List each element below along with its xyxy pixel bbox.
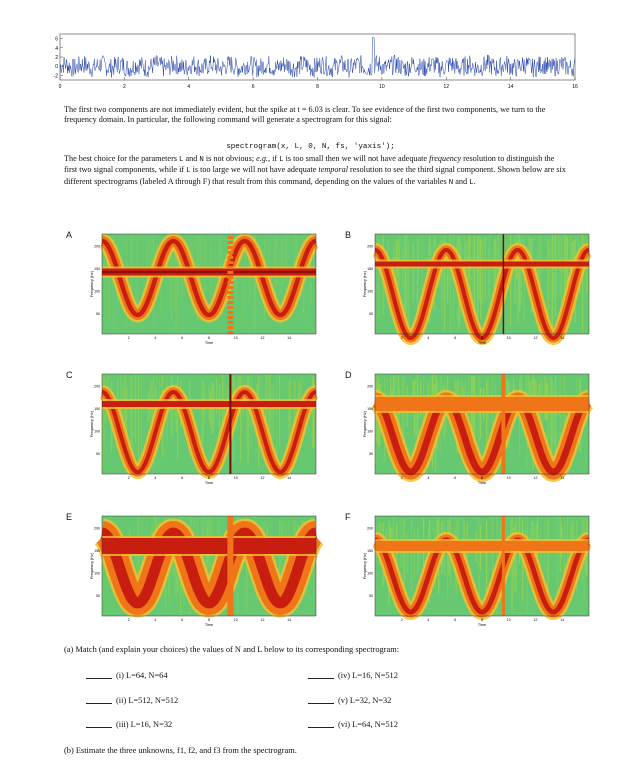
x-tick-label: 10 bbox=[506, 618, 511, 622]
text-fragment: and bbox=[453, 176, 470, 186]
answer-blank[interactable] bbox=[308, 727, 334, 728]
spectrogram-f bbox=[357, 508, 597, 633]
answer-blank[interactable] bbox=[308, 678, 334, 679]
option-ii bbox=[86, 696, 178, 705]
x-tick-label: 14 bbox=[287, 336, 292, 340]
x-tick-label: 6 bbox=[181, 618, 184, 622]
x-tick-label: 12 bbox=[533, 476, 538, 480]
impulse-marker bbox=[501, 374, 505, 474]
tone-band bbox=[102, 401, 316, 407]
text-fragment: The best choice for the parameters bbox=[64, 154, 180, 163]
y-tick-label: 200 bbox=[367, 526, 373, 531]
x-tick-label: 6 bbox=[454, 336, 457, 340]
tone-band bbox=[375, 541, 589, 551]
x-tick-label: 6 bbox=[251, 84, 255, 90]
text-eg: e.g. bbox=[256, 154, 268, 163]
y-tick-label: 50 bbox=[369, 593, 373, 598]
x-tick-label: 4 bbox=[154, 336, 157, 340]
option-i bbox=[86, 671, 168, 680]
x-tick-label: 4 bbox=[427, 618, 430, 622]
time-series-frame bbox=[60, 34, 575, 80]
y-tick-label: 6 bbox=[55, 36, 58, 43]
tone-band bbox=[102, 538, 316, 554]
x-tick-label: 10 bbox=[506, 476, 511, 480]
y-tick-label: 150 bbox=[367, 266, 373, 271]
text-fragment: is not obvious; bbox=[203, 154, 257, 163]
x-tick-label: 6 bbox=[454, 618, 457, 622]
answer-blank[interactable] bbox=[86, 727, 112, 728]
y-tick-label: 200 bbox=[94, 244, 100, 249]
y-tick-label: 100 bbox=[94, 571, 100, 576]
x-axis-label: Time bbox=[204, 623, 214, 627]
x-tick-label: 2 bbox=[127, 336, 130, 340]
x-tick-label: 8 bbox=[481, 618, 483, 622]
spectrogram-e bbox=[84, 508, 324, 633]
spectrogram-a bbox=[84, 226, 324, 351]
y-axis-label: Frequency (Hz) bbox=[363, 552, 367, 580]
y-tick-label: 50 bbox=[96, 451, 100, 456]
tone-band bbox=[375, 397, 589, 411]
tone-band bbox=[375, 262, 589, 267]
option-label: (v) L=32, N=32 bbox=[338, 696, 392, 705]
option-label: (iv) L=16, N=512 bbox=[338, 671, 398, 680]
x-tick-label: 8 bbox=[316, 84, 319, 90]
y-tick-label: 150 bbox=[367, 406, 373, 411]
x-tick-label: 4 bbox=[427, 336, 430, 340]
y-tick-label: 150 bbox=[94, 266, 100, 271]
spectrogram-command: spectrogram(x, L, 0, N, fs, 'yaxis'); bbox=[226, 143, 395, 151]
x-tick-label: 4 bbox=[154, 618, 157, 622]
y-tick-label: 200 bbox=[94, 384, 100, 389]
y-tick-label: 100 bbox=[367, 571, 373, 576]
x-tick-label: 4 bbox=[427, 476, 430, 480]
answer-blank[interactable] bbox=[308, 703, 334, 704]
var-N: N bbox=[448, 178, 454, 187]
y-tick-label: 50 bbox=[96, 593, 100, 598]
impulse-marker bbox=[503, 234, 505, 334]
x-tick-label: 14 bbox=[507, 84, 514, 90]
x-tick-label: 12 bbox=[260, 336, 265, 340]
panel-label-b: B bbox=[345, 230, 352, 240]
x-tick-label: 2 bbox=[400, 476, 403, 480]
y-tick-label: 100 bbox=[94, 289, 100, 294]
x-tick-label: 8 bbox=[481, 336, 483, 340]
explanation-paragraph bbox=[64, 154, 569, 188]
x-tick-label: 14 bbox=[560, 476, 565, 480]
x-tick-label: 2 bbox=[127, 618, 130, 622]
x-axis-label: Time bbox=[477, 623, 487, 627]
y-tick-label: 100 bbox=[367, 429, 373, 434]
x-tick-label: 12 bbox=[443, 84, 450, 90]
question-b: (b) Estimate the three unknowns, f1, f2, and f3 from the spectrogram. bbox=[64, 746, 297, 755]
text-fragment: . bbox=[473, 176, 476, 186]
x-tick-label: 10 bbox=[379, 84, 385, 90]
y-tick-label: 100 bbox=[367, 289, 373, 294]
x-axis-label: Time bbox=[477, 481, 487, 485]
panel-label-d: D bbox=[345, 370, 352, 380]
option-label: (vi) L=64, N=512 bbox=[338, 720, 398, 729]
option-label: (i) L=64, N=64 bbox=[116, 671, 168, 680]
x-tick-label: 10 bbox=[233, 336, 238, 340]
x-tick-label: 10 bbox=[506, 336, 511, 340]
option-label: (ii) L=512, N=512 bbox=[116, 696, 179, 705]
x-axis-label: Time bbox=[204, 481, 214, 485]
text-frequency: frequency bbox=[429, 154, 462, 163]
x-tick-label: 14 bbox=[287, 618, 292, 622]
y-tick-label: 200 bbox=[367, 384, 373, 389]
x-tick-label: 8 bbox=[481, 476, 483, 480]
x-tick-label: 14 bbox=[560, 336, 565, 340]
option-vi bbox=[308, 720, 398, 729]
x-tick-label: 8 bbox=[208, 618, 210, 622]
y-axis-label: Frequency (Hz) bbox=[90, 410, 94, 438]
time-series-plot bbox=[50, 28, 580, 90]
y-tick-label: 200 bbox=[94, 526, 100, 531]
y-tick-label: 2 bbox=[55, 55, 58, 61]
impulse-marker bbox=[502, 516, 505, 616]
panel-label-f: F bbox=[345, 512, 351, 522]
x-tick-label: 2 bbox=[127, 476, 130, 480]
spectrogram-d bbox=[357, 366, 597, 491]
x-tick-label: 12 bbox=[533, 618, 538, 622]
panel-label-c: C bbox=[66, 370, 73, 380]
var-L: L bbox=[179, 156, 184, 164]
option-iv bbox=[308, 671, 398, 680]
option-label: (iii) L=16, N=32 bbox=[116, 720, 173, 729]
impulse-marker bbox=[227, 516, 233, 616]
x-tick-label: 8 bbox=[208, 476, 210, 480]
y-tick-label: 0 bbox=[55, 64, 58, 71]
x-tick-label: 14 bbox=[560, 618, 565, 622]
y-axis-label: Frequency (Hz) bbox=[90, 552, 94, 580]
x-tick-label: 16 bbox=[572, 84, 578, 90]
x-tick-label: 14 bbox=[287, 476, 292, 480]
spectrogram-c bbox=[84, 366, 324, 491]
y-tick-label: 150 bbox=[94, 548, 100, 553]
text-fragment: is too large we will not have adequate bbox=[190, 165, 319, 175]
text-fragment: , if bbox=[267, 154, 280, 163]
x-tick-label: 4 bbox=[154, 476, 157, 480]
x-tick-label: 6 bbox=[181, 476, 184, 480]
x-tick-label: 12 bbox=[260, 618, 265, 622]
panel-label-a: A bbox=[66, 230, 73, 240]
y-tick-label: 50 bbox=[369, 311, 373, 316]
x-tick-label: 10 bbox=[233, 476, 238, 480]
y-axis-label: Frequency (Hz) bbox=[363, 410, 367, 438]
y-tick-label: 4 bbox=[55, 45, 58, 52]
y-tick-label: 50 bbox=[96, 311, 100, 316]
var-L: L bbox=[279, 156, 284, 164]
x-tick-label: 6 bbox=[181, 336, 184, 340]
option-iii bbox=[86, 720, 172, 729]
y-tick-label: 50 bbox=[369, 451, 373, 456]
x-tick-label: 2 bbox=[400, 336, 403, 340]
text-fragment: is too small then we will not have adequate bbox=[283, 154, 430, 163]
var-L: L bbox=[469, 178, 474, 187]
text-fragment: resolution to see the third signal component. Shown below are six different spectrograms (labeled A through F) that result from this command, depending on the values of the variables bbox=[64, 165, 566, 186]
x-tick-label: 8 bbox=[208, 336, 210, 340]
text-fragment: resolution to distinguish the first two signal components, while if bbox=[64, 154, 555, 175]
spectrogram-b bbox=[357, 226, 597, 351]
x-tick-label: 12 bbox=[260, 476, 265, 480]
text-fragment: and bbox=[183, 154, 200, 163]
var-L: L bbox=[186, 167, 191, 176]
x-tick-label: 2 bbox=[400, 618, 403, 622]
x-axis-label: Time bbox=[204, 341, 214, 345]
y-axis-label: Frequency (Hz) bbox=[363, 270, 367, 298]
question-a: (a) Match (and explain your choices) the values of N and L below to its corresponding spectrogram: bbox=[64, 645, 400, 654]
var-N: N bbox=[199, 156, 204, 164]
y-axis-label: Frequency (Hz) bbox=[90, 270, 94, 298]
answer-blank[interactable] bbox=[86, 703, 112, 704]
x-tick-label: 12 bbox=[533, 336, 538, 340]
impulse-marker bbox=[229, 374, 231, 474]
y-tick-label: 200 bbox=[367, 244, 373, 249]
option-v bbox=[308, 696, 391, 705]
x-tick-label: 2 bbox=[122, 84, 126, 90]
panel-label-e: E bbox=[66, 512, 73, 522]
text-temporal: temporal bbox=[318, 165, 348, 175]
y-tick-label: 150 bbox=[367, 548, 373, 553]
x-tick-label: 6 bbox=[454, 476, 457, 480]
intro-paragraph: The first two components are not immediately evident, but the spike at t = 6.03 is clear. To see evidence of the first two components, we turn to the frequency domain. In particular, the following command will generate a spectrogram for this signal: bbox=[64, 105, 546, 125]
y-tick-label: -2 bbox=[53, 73, 58, 80]
answer-blank[interactable] bbox=[86, 678, 112, 679]
x-axis-label: Time bbox=[477, 341, 487, 345]
x-tick-label: 10 bbox=[233, 618, 238, 622]
x-tick-label: 4 bbox=[187, 84, 191, 90]
x-tick-label: 0 bbox=[58, 84, 62, 90]
y-tick-label: 100 bbox=[94, 429, 100, 434]
y-tick-label: 150 bbox=[94, 406, 100, 411]
